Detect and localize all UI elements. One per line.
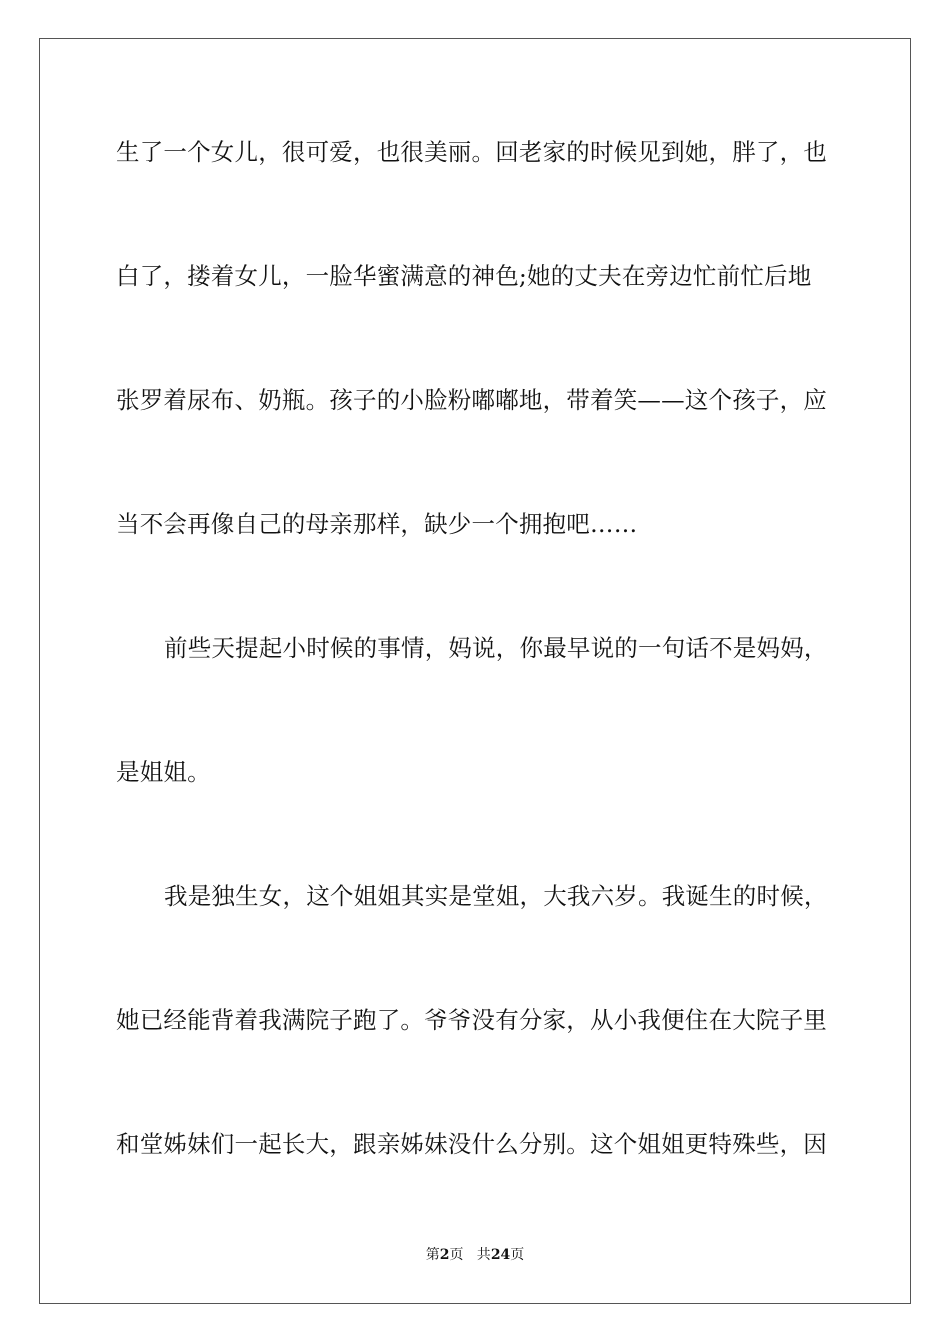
footer-suffix: 页 — [510, 1247, 525, 1263]
footer-page-total: 24 — [490, 1247, 511, 1263]
page-footer — [0, 1246, 950, 1264]
page-border — [39, 38, 911, 1304]
body-text-line-3: 张罗着尿布、奶瓶。孩子的小脸粉嘟嘟地，带着笑——这个孩子，应 — [116, 386, 827, 414]
footer-page-current: 2 — [439, 1247, 450, 1263]
body-text-line-6: 是姐姐。 — [116, 758, 211, 786]
body-text-line-4: 当不会再像自己的母亲那样，缺少一个拥抱吧…… — [116, 510, 638, 538]
footer-mid: 页 共 — [449, 1247, 491, 1263]
body-text-line-9: 和堂姊妹们一起长大，跟亲姊妹没什么分别。这个姐姐更特殊些，因 — [116, 1130, 827, 1158]
body-text-line-2: 白了，搂着女儿，一脸华蜜满意的神色;她的丈夫在旁边忙前忙后地 — [116, 262, 812, 290]
body-text-line-8: 她已经能背着我满院子跑了。爷爷没有分家，从小我便住在大院子里 — [116, 1006, 827, 1034]
footer-prefix: 第 — [425, 1247, 440, 1263]
body-text-line-7: 我是独生女，这个姐姐其实是堂姐，大我六岁。我诞生的时候， — [164, 882, 828, 910]
body-text-line-5: 前些天提起小时候的事情，妈说，你最早说的一句话不是妈妈， — [164, 634, 828, 662]
body-text-line-1: 生了一个女儿，很可爱，也很美丽。回老家的时候见到她，胖了，也 — [116, 138, 827, 166]
